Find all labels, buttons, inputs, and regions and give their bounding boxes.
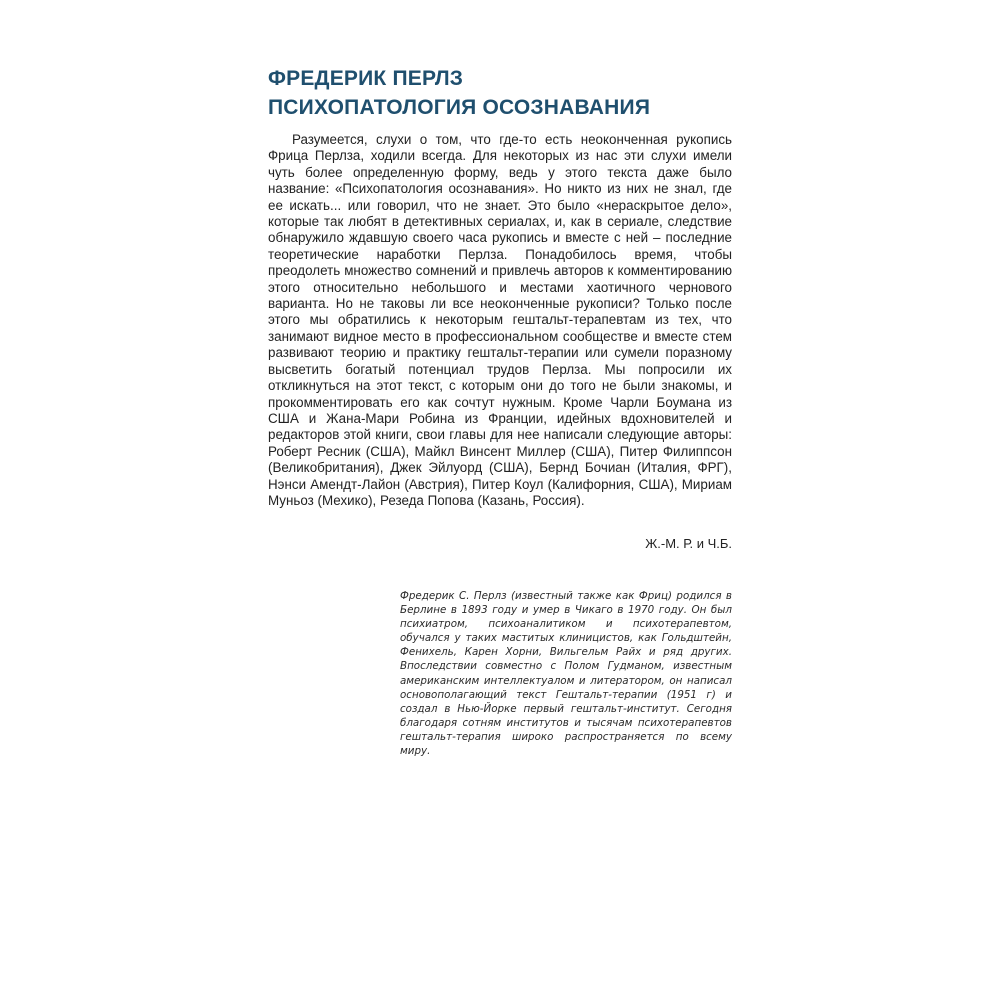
book-title: ПСИХОПАТОЛОГИЯ ОСОЗНАВАНИЯ [268, 96, 651, 119]
preface-signature: Ж.-М. Р. и Ч.Б. [645, 536, 732, 551]
page-title [268, 64, 738, 122]
author-bio-paragraph: Фредерик С. Перлз (известный также как Фриц) родился в Берлине в 1893 году и умер в Чикаго в 1970 году. Он был психиатром, психоаналитиком и психотерапевтом, обучался у таких маститых клиницистов, как Гольдштейн, Фенихель, Карен Хорни, Вильгельм Райх и ряд других. Впоследствии совместно с Полом Гудманом, известным американским интеллектуалом и литератором, он написал основополагающий текст Гештальт-терапии (1951 г) и создал в Нью-Йорке первый гештальт-институт. Сегодня благодаря сотням институтов и тысячам психотерапевтов гештальт-терапия широко распространяется по всему миру. [400, 590, 732, 758]
preface-paragraph: Разумеется, слухи о том, что где-то есть неоконченная рукопись Фрица Перлза, ходили всегда. Для некоторых из нас эти слухи имели чуть более определенную форму, ведь у этого текста даже было название: «Психопатология осознавания». Но никто из них не знал, где ее искать... или говорил, что не знает. Это было «нераскрытое дело», которые так любят в детективных сериалах, и, как в сериале, следствие обнаружило ждавшую своего часа рукопись и вместе с ней – последние теоретические наработки Перлза. Понадобилось время, чтобы преодолеть множество сомнений и привлечь авторов к комментированию этого относительно небольшого и местами хаотичного чернового варианта. Но не таковы ли все неоконченные рукописи? Только после этого мы обратились к некоторым гештальт-терапевтам из тех, что занимают видное место в профессиональном сообществе и вместе стем развивают теорию и практику гештальт-терапии или сумели поразному высветить богатый потенциал трудов Перлза. Мы попросили их откликнуться на этот текст, с которым они до того не были знакомы, и прокомментировать его как сочтут нужным. Кроме Чарли Боумана из США и Жана-Мари Робина из Франции, идейных вдохновителей и редакторов этой книги, свои главы для нее написали следующие авторы: Роберт Ресник (США), Майкл Винсент Миллер (США), Питер Филиппсон (Великобритания), Джек Эйлуорд (США), Бернд Бочиан (Италия, ФРГ), Нэнси Амендт-Лайон (Австрия), Питер Коул (Калифорния, США), Мириам Муньоз (Мехико), Резеда Попова (Казань, Россия). [268, 132, 732, 508]
author-name: ФРЕДЕРИК ПЕРЛЗ [268, 67, 464, 90]
